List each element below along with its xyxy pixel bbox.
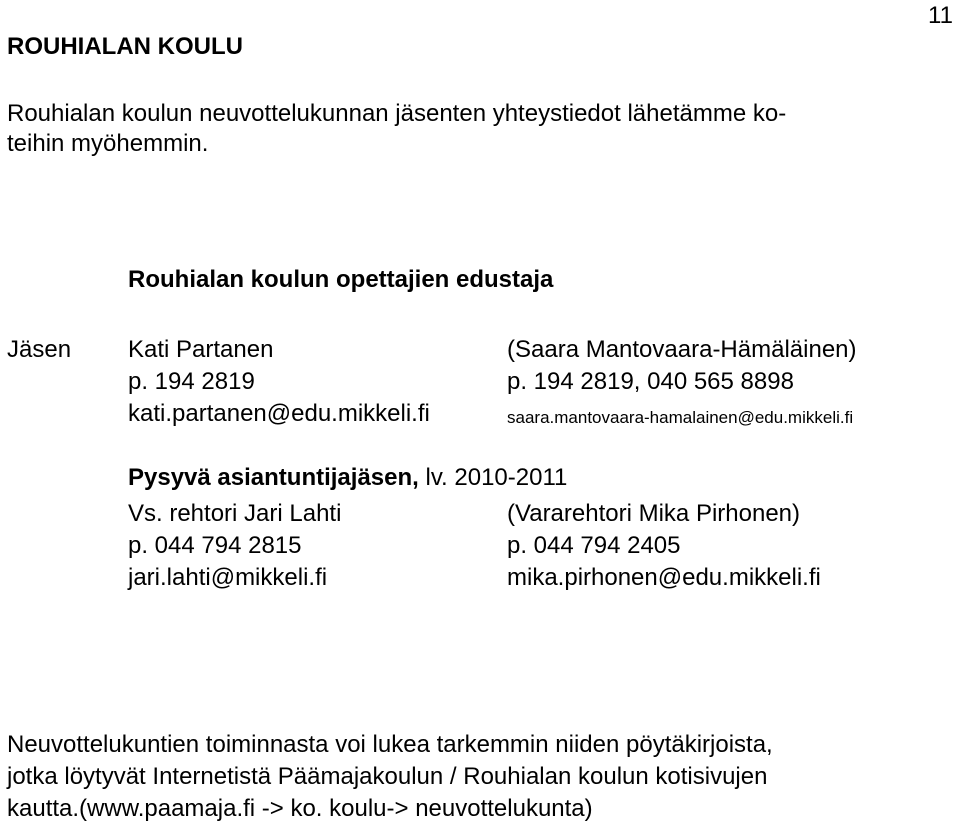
intro-line-2: teihin myöhemmin. bbox=[7, 130, 209, 157]
deputy-email: saara.mantovaara-hamalainen@edu.mikkeli.fi bbox=[507, 408, 854, 427]
deputy-name: (Saara Mantovaara-Hämäläinen) bbox=[507, 336, 857, 363]
teacher-section-title: Rouhialan koulun opettajien edustaja bbox=[128, 266, 554, 293]
role-label: Jäsen bbox=[7, 336, 72, 363]
expert-title-bold: Pysyvä asiantuntijajäsen, bbox=[128, 464, 419, 491]
page-number: 11 bbox=[928, 2, 953, 29]
expert-member-phone: p. 044 794 2815 bbox=[128, 532, 302, 559]
footer-line-2: jotka löytyvät Internetistä Päämajakoulun / Rouhialan koulun kotisivujen bbox=[7, 763, 768, 790]
expert-deputy-email: mika.pirhonen@edu.mikkeli.fi bbox=[507, 564, 821, 591]
footer-line-3: kautta.(www.paamaja.fi -> ko. koulu-> neuvottelukunta) bbox=[7, 795, 593, 822]
page-heading: ROUHIALAN KOULU bbox=[7, 33, 243, 60]
expert-section-title bbox=[128, 466, 567, 490]
expert-deputy-phone: p. 044 794 2405 bbox=[507, 532, 681, 559]
member-phone: p. 194 2819 bbox=[128, 368, 255, 395]
expert-deputy-name: (Vararehtori Mika Pirhonen) bbox=[507, 500, 801, 527]
member-email: kati.partanen@edu.mikkeli.fi bbox=[128, 400, 430, 427]
footer-line-1: Neuvottelukuntien toiminnasta voi lukea tarkemmin niiden pöytäkirjoista, bbox=[7, 731, 773, 758]
expert-title-period: lv. 2010-2011 bbox=[418, 464, 568, 491]
intro-line-1: Rouhialan koulun neuvottelukunnan jäsenten yhteystiedot lähetämme ko- bbox=[7, 100, 787, 127]
deputy-phone: p. 194 2819, 040 565 8898 bbox=[507, 368, 794, 395]
expert-member-name: Vs. rehtori Jari Lahti bbox=[128, 500, 342, 527]
member-name: Kati Partanen bbox=[128, 336, 274, 363]
expert-member-email: jari.lahti@mikkeli.fi bbox=[128, 564, 328, 591]
